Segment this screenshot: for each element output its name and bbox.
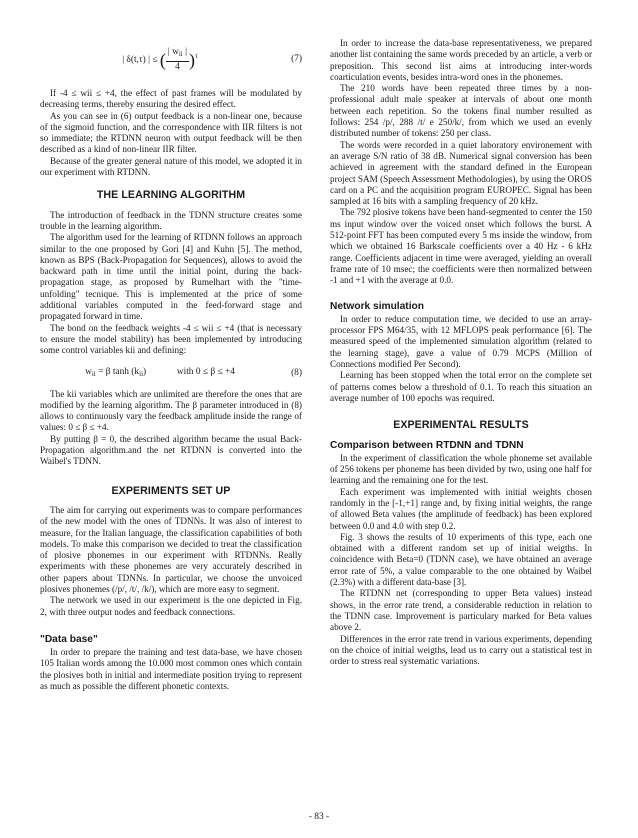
right-column bbox=[330, 38, 592, 667]
paragraph: The RTDNN net (corresponding to upper Beta values) instead shows, in the error rate trend, a considerable reduction in relation to the TDNN case. Improvement is particulary marked for Beta values above 2. bbox=[330, 588, 592, 633]
section-heading-results: EXPERIMENTAL RESULTS bbox=[393, 419, 529, 432]
paragraph: In order to prepare the training and test data-base, we have chosen 105 Italian words among the 10.000 most common ones which contain the plosives both in initial and intermediate position trying to represent as much as possible the different phonetic contexts. bbox=[40, 647, 302, 692]
equation-8-mid-end: ) bbox=[143, 366, 147, 377]
equation-8-mid-sub: ii bbox=[139, 369, 144, 378]
numerator-end: | bbox=[182, 47, 187, 58]
subsection-heading-network: Network simulation bbox=[330, 300, 424, 312]
equation-8-mid: = β tanh (k bbox=[95, 366, 140, 377]
paragraph: Fig. 3 shows the results of 10 experiments of this type, each one obtained with a different random set up of initial weigths. In coincidence with Beta=0 (TDNN case), we have obtained an average error rate of 5%, a value comparable to the one obtained by Waibel (2.3%) with a different data-base [3]. bbox=[330, 531, 592, 588]
page-number: - 83 - bbox=[308, 812, 330, 822]
equation-8-lhs: w bbox=[85, 366, 92, 377]
paragraph: If -4 ≤ wii ≤ +4, the effect of past frames will be modulated by decreasing terms, thereby ensuring the desired effect. bbox=[40, 88, 302, 110]
paragraph: The network we used in our experiment is the one depicted in Fig. 2, with three output nodes and feedback connections. bbox=[40, 595, 302, 617]
equation-8-body bbox=[40, 367, 280, 380]
paragraph: The bond on the feedback weights -4 ≤ wii ≤ +4 (that is necessary to ensure the model stability) has been implemented by introducing some control variables kii and defining: bbox=[40, 322, 302, 356]
left-column bbox=[40, 38, 302, 692]
fraction-denominator: 4 bbox=[175, 61, 180, 72]
equation-8 bbox=[40, 363, 302, 385]
subsection-heading-database: "Data base" bbox=[40, 633, 98, 645]
equation-7-number: (7) bbox=[291, 54, 302, 65]
equation-7-lhs: | δ(t,τ) | ≤ bbox=[122, 55, 158, 66]
paragraph: In the experiment of classification the whole phoneme set available of 256 tokens per phoneme has been divided by two, using one half for learning and the remaining one for the test. bbox=[330, 452, 592, 486]
numerator-sub: ii bbox=[178, 50, 183, 59]
paragraph: In order to reduce computation time, we decided to use an array-processor FPS M64/35, with 12 MFLOPS peak performance [6]. The measured speed of the implemented simulation algorithm (related to the learning stage), gave a value of 0.79 MCPS (Million of Connections modified Per Second). bbox=[330, 313, 592, 370]
equation-7-exponent: τ bbox=[194, 52, 198, 61]
paragraph: The algorithm used for the learning of RTDNN follows an approach similar to the one proposed by Gori [4] and Kuhn [5]. The method, known as BPS (Back-Propagation for Sequences), allows to avoid the backward path in time until the initial point, during the back-propagation stage, as proposed by Rumelhart with the "time-unfolding" tecnique. This is implemented at the price of some additional variables computed in the feed-forward stage and propagated forward in time. bbox=[40, 232, 302, 322]
paragraph: The introduction of feedback in the TDNN structure creates some trouble in the learning algorithm. bbox=[40, 209, 302, 231]
equation-8-condition: with 0 ≤ β ≤ +4 bbox=[176, 366, 235, 377]
paragraph: The 210 words have been repeated three times by a non-professional adult male speaker at intervals of about one month between each repetition. So the tokens final number resulted as follows: 254 /p/, 288 /t/ e 250/k/, from which we used an evenly distributed number of tokens: 250 per class. bbox=[330, 83, 592, 139]
paragraph: The kii variables which are unlimited are therefore the ones that are modified by the learning algorithm. The β parameter introduced in (8) allows to continuously vary the feedback amplitude inside the range of values: 0 ≤ β ≤ +4. bbox=[40, 388, 302, 433]
paragraph: The aim for carrying out experiments was to compare performances of the new model with the ones of TDNNs. It was also of interest to measure, for the Italian language, the classification capabilities of both models. To make this comparison we decided to treat the classification of plosive phonemes in our experiment with RTDNNs. Really experiments with these phonemes are very accurately described in other papers about TDNNs. In particular, we choose the unvoiced plosives phonemes (/p/, /t/, /k/), which are more easy to segment. bbox=[40, 504, 302, 594]
section-heading-experiments: EXPERIMENTS SET UP bbox=[111, 484, 231, 497]
subsection-heading-comparison: Comparison between RTDNN and TDNN bbox=[330, 439, 524, 451]
paragraph: Learning has been stopped when the total error on the complete set of patterns comes below a threshold of 0.1. To reach this situation an average number of 100 epochs was required. bbox=[330, 370, 592, 403]
paragraph: Each experiment was implemented with initial weights chosen randomly in the [-1,+1] range and, by fixing initial weights, the range of allowed Beta values (the amplitude of feedback) has been explored between 0.0 and 4.0 with step 0.2. bbox=[330, 486, 592, 531]
section-heading-learning: THE LEARNING ALGORITHM bbox=[96, 189, 246, 202]
equation-7-body bbox=[40, 47, 280, 73]
paragraph: By putting β = 0, the described algorithm became the usual Back-Propagation algorithm.and the net RTDNN is converted into the Waibel's TDNN. bbox=[40, 433, 302, 467]
paragraph: Differences in the error rate trend in various experiments, depending on the choice of initial weigths, lead us to carry out a statistical test in order to stress real systematic variations. bbox=[330, 633, 592, 667]
fraction-numerator bbox=[166, 47, 189, 61]
equation-7 bbox=[40, 40, 302, 80]
equation-8-lhs-sub: ii bbox=[91, 369, 96, 378]
equation-8-number: (8) bbox=[291, 367, 302, 378]
paragraph: The words were recorded in a quiet laboratory environement with an average S/N ratio of 38 dB. Numerical signal conversion has been achieved in agreement with the standard defined in the European project SAM (Speech Assessment Methodologies), by using the OROS card on a PC and the acquisition program EUROPEC. Signal has been sampled at 16 bits with a sampling frequency of 20 kHz. bbox=[330, 139, 592, 207]
right-paren: ) bbox=[188, 50, 195, 70]
left-paren: ( bbox=[159, 50, 166, 70]
paragraph: As you can see in (6) output feedback is a non-linear one, because of the sigmoid function, and the correspondence with IIR filters is not so immediate; the RTDNN neuron with output feedback will be then described as a kind of non-linear IIR filter. bbox=[40, 110, 302, 155]
equation-7-fraction bbox=[166, 47, 189, 73]
paragraph: In order to increase the data-base representativeness, we prepared another list containing the same words preceded by an article, a verb or preposition. This second list aims at introducing inter-words coarticulation events, besides intra-word ones in the phonemes. bbox=[330, 38, 593, 82]
paragraph: The 792 plosive tokens have been hand-segmented to center the 150 ms input window over the voiced onset which follows the burst. A 512-point FFT has been computed every 5 ms inside the window, from which we obtained 16 Barkscale coefficients over a 40 Hz - 6 kHz range. Coefficients adjacent in time were averaged, yielding an overall frame rate of 10 msec; the coefficients were then normalized between -1 and +1 with the average at 0.0. bbox=[330, 207, 592, 286]
paragraph: Because of the greater general nature of this model, we adopted it in our experiment with RTDNN. bbox=[40, 155, 302, 178]
numerator-text: | w bbox=[167, 47, 179, 58]
